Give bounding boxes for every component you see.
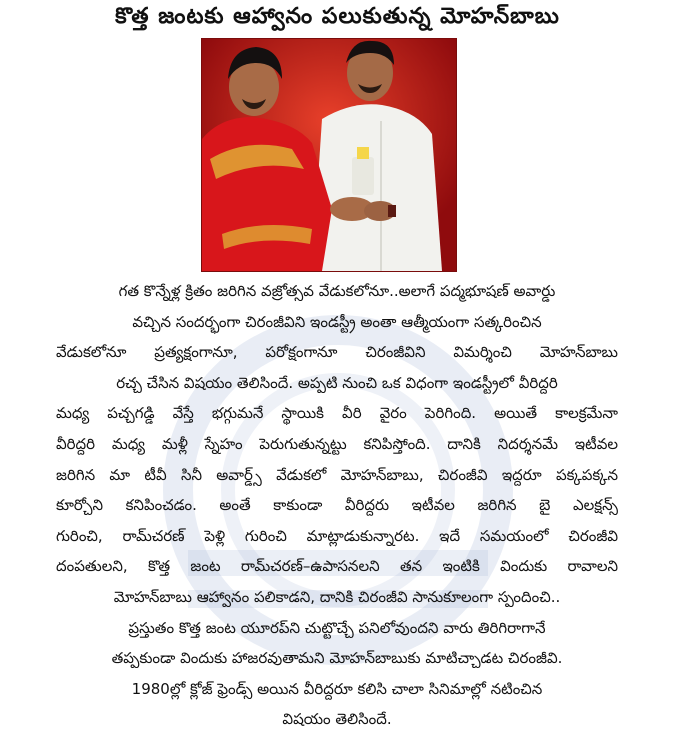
page-title: కొత్త జంటకు ఆహ్వానం పలుకుతున్న మోహన్‌బాబు <box>115 4 560 29</box>
article-line: దంపతులని, కొత్త జంట రామ్‌చరణ్–ఉపాసనలని తన ఇంటికి విందుకు రావాలని <box>56 557 618 576</box>
article-line: వేడుకలోనూ ప్రత్యక్షంగానూ, పరోక్షంగానూ చిరంజీవిని విమర్శించి మోహన్‌బాబు <box>56 343 618 362</box>
article-line: తప్పకుండా విందుకు హాజరవుతామని మోహన్‌బాబుకు మాటిచ్చాడట చిరంజీవి. <box>111 649 563 668</box>
article-line: మధ్య పచ్చగడ్డి వేస్తే భగ్గుమనే స్థాయికి వీరి వైరం పెరిగింది. అయితే కాలక్రమేనా <box>56 404 618 423</box>
article-line: విషయం తెలిసిందే. <box>282 710 392 729</box>
article-line: కూర్చోని కనిపించడం. అంతే కాకుండా వీరిద్దరు ఇటీవల జరిగిన బై ఎలక్షన్స్ <box>56 496 618 515</box>
article-line: గురించి, రామ్‌చరణ్ పెళ్లి గురించి మాట్లాడుకున్నారట. ఇదే సమయంలో చిరంజీవి <box>56 526 618 545</box>
article-line: ప్రస్తుతం కొత్త జంట యూరప్‌ని చుట్టొచ్చే పనిలోవుందని వారు తిరిగిరాగానే <box>128 618 546 637</box>
article-body <box>56 276 618 735</box>
article-line: గత కొన్నేళ్ల క్రితం జరిగిన వజ్రోత్సవ వేడుకలోనూ..అలాగే పద్మభూషణ్ అవార్డు <box>118 282 556 300</box>
event-photo <box>201 38 457 272</box>
article-line: 1980ల్లో క్లోజ్ ఫ్రెండ్స్ అయిన వీరిద్దరూ కలిసి చాలా సినిమాల్లో నటించిన <box>131 679 543 698</box>
article-line: వీరిద్దరి మధ్య మళ్లీ స్నేహం పెరుగుతున్నట్టు కనిపిస్తోంది. దానికి నిదర్శనమే ఇటీవల <box>56 434 618 453</box>
article-line: జరిగిన మా టీవీ సినీ అవార్డ్స్ వేడుకలో మోహన్‌బాబు, చిరంజీవి ఇద్దరూ పక్కపక్కన <box>56 465 618 484</box>
article-line: వచ్చిన సందర్భంగా చిరంజీవిని ఇండస్ట్రీ అంతా ఆత్మీయంగా సత్కరించిన <box>132 312 542 331</box>
article-line: రచ్చ చేసిన విషయం తెలిసిందే. అప్పటి నుంచి ఒక విధంగా ఇండస్ట్రీలో వీరిద్దరి <box>116 373 558 392</box>
photo-illustration <box>202 39 456 271</box>
article-line: మోహన్‌బాబు ఆహ్వానం పలికాడని, దానికి చిరంజీవి సానుకూలంగా స్పందించి.. <box>113 587 561 606</box>
